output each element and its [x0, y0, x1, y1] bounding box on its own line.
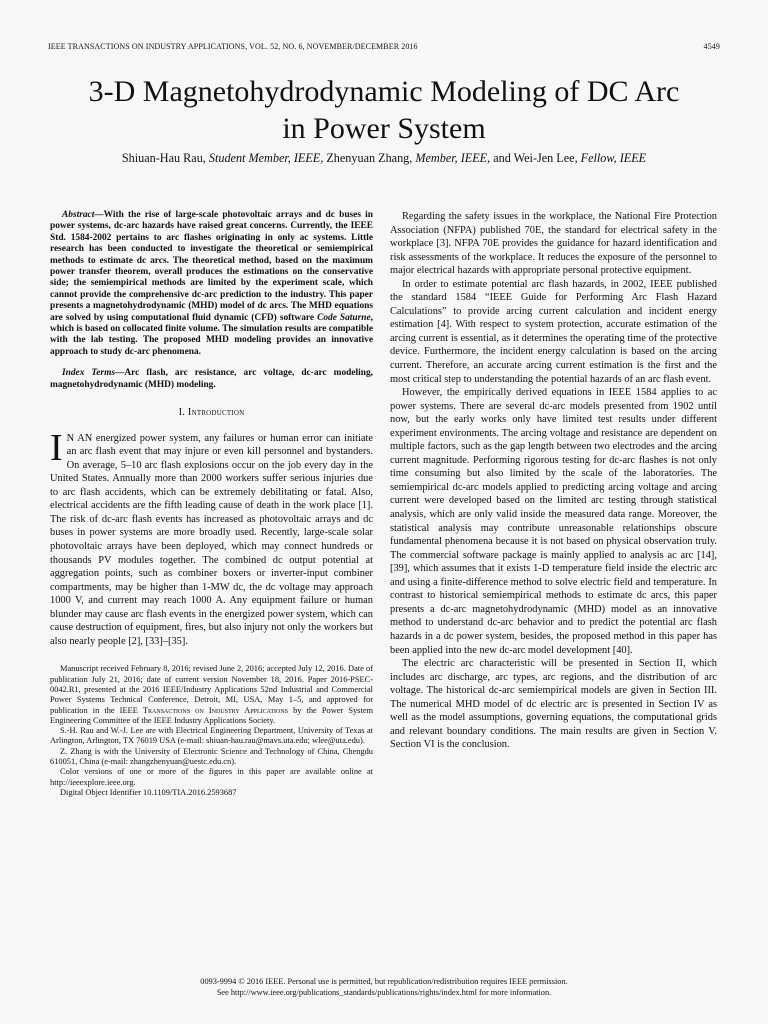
abstract-software: Code Saturne [317, 312, 371, 323]
author-2-name: Zhenyuan Zhang, [326, 151, 413, 165]
index-terms [50, 368, 373, 391]
author-3-name: and Wei-Jen Lee, [493, 151, 578, 165]
section-heading-introduction [50, 406, 373, 420]
journal-name: IEEE TRANSACTIONS ON INDUSTRY APPLICATIONS, VOL. 52, NO. 6, NOVEMBER/DECEMBER 2016 [48, 42, 418, 51]
right-column [390, 210, 717, 752]
author-1-name: Shiuan-Hau Rau, [121, 151, 206, 165]
author-list [40, 151, 728, 166]
running-head [48, 42, 720, 51]
author-3-role: Fellow, IEEE [580, 151, 647, 165]
footnote-journal: Transactions on Industry Applications [142, 705, 288, 715]
footnote-affiliation-2: Z. Zhang is with the University of Electronic Science and Technology of China, Chengdu 610051, China (e-mail: zhangzhenyuan@uestc.edu.cn). [50, 746, 373, 767]
intro-paragraph [50, 426, 373, 649]
footnote-manuscript-part2: by the Power System Engineering Committee of the IEEE Industry Applications Society. [50, 705, 374, 725]
drop-cap: I [50, 426, 63, 469]
footnote-manuscript-part1: Manuscript received February 8, 2016; revised June 2, 2016; accepted July 12, 2016. Date of publication July 21, 2016; date of current version November 18, 2016. Paper 2016-PSEC-0042.R1, presented at the 2016 IEEE/Industry Applications 52nd Industrial and Commercial Power Systems Technical Conference, Detroit, MI, USA, May 1–5, and approved for publication in the IEEE [50, 664, 373, 715]
title-line-1: 3-D Magnetohydrodynamic Modeling of DC Arc [88, 75, 680, 108]
index-terms-text: Arc flash, arc resistance, arc voltage, dc-arc modeling, magnetohydrodynamic (MHD) modeling. [50, 368, 373, 390]
abstract-text-1: With the rise of large-scale photovoltaic arrays and dc buses in power systems, dc-arc hazards have raised great concerns. Currently, the IEEE Std. 1584-2002 pertains to arc flashes originating in only ac systems. Little research has been conducted to investigate the theoretical or semiempirical methods to estimate dc arcs. The theoretical method, based on the maximum power transfer theorem, overall produces the estimations on the conservative side; the semiempirical methods are limited by the experiment scale, which cannot provide the comprehensive dc-arc prediction to the industry. This paper presents a magnetohydrodynamic (MHD) model of dc arcs. The MHD equations are solved by using computational fluid dynamic (CFD) software [50, 210, 373, 323]
author-2-role: Member, IEEE, [415, 151, 491, 165]
body-paragraph-ieee1584: In order to estimate potential arc flash hazards, in 2002, IEEE published the standard 1584 “IEEE Guide for Performing Arc Flash Hazard Calculations” to provide arcing current calculation and incident energy estimation [4]. With respect to system protection, accurate estimation of the arcing current is essential, as it determines the operating time of the protective device. Furthermore, the incident energy calculation is based on the arcing current. Therefore, an accurate arcing current estimation is the first and the most critical step to understanding the potential hazards of an arc flash event. [390, 278, 717, 385]
page-number: 4549 [703, 42, 720, 51]
author-1-role: Student Member, IEEE, [208, 151, 324, 165]
paper-title [40, 73, 728, 147]
footnote-affiliation-1: S.-H. Rau and W.-J. Lee are with Electrical Engineering Department, University of Texas at Arlington, Arlington, TX 76019 USA (e-mail: shiuan-hau.rau@mavs.uta.edu; wlee@uta.edu). [50, 726, 373, 746]
section-number: I. [178, 407, 186, 419]
abstract-lead: Abstract— [62, 210, 104, 220]
footnote-manuscript [50, 664, 373, 726]
first-page-footnote [50, 664, 373, 798]
body-paragraph-nfpa: Regarding the safety issues in the workplace, the National Fire Protection Association (NFPA) published 70E, the standard for electrical safety in the workplace [3]. NFPA 70E provides the guidance for hazard identification and risk assessments of the workplace. It reduces the exposure of the personnel to major electrical hazards with appropriate personal protective equipment. [390, 211, 717, 277]
body-paragraph-dc-arc-models: However, the empirically derived equations in IEEE 1584 applies to ac power systems. There are several dc-arc models presented from 1902 until now, but the early works only have limited test results under different experiment environments. The arcing voltage and resistance are dependent on multiple factors, such as the gap length between two electrodes and the arcing current magnitude. Performing rigorous testing for dc-arc flashes is not only time consuming but also limited by the scale of the laboratories. The semiempirical dc-arc models applied to predicting arcing voltage and arcing current were developed based on the limited arc testing through statistical analysis, which are only valid inside the measured data range. Moreover, the statistical analysis may contribute unreasonable relationships obscure fundamental phenomena because it is not based on physical observation truly. The commercial software package is mainly applied to analysis ac arc [14], [39], which assumes that it exists 1-D temperature field inside the electric arc and using a finite-difference method to solve electric field and temperature. In contrast to historical semiempirical methods to estimate dc arcs, this paper presents a dc-arc magnetohydrodynamic (MHD) model as an innovative method to understand dc-arc behavior and to predict the potential arc flash hazards in a dc power system, besides, the proposed method in this paper has been applied into the new dc-arc model development [40]. [390, 387, 717, 656]
abstract-text-2: , which is based on collocated finite volume. The simulation results are compatible with the lab testing. The proposed MHD modeling provides an innovative approach to study dc-arc phenomena. [50, 312, 373, 357]
index-terms-lead: Index Terms— [62, 368, 125, 379]
left-column [50, 210, 373, 798]
copyright-footer [40, 976, 728, 998]
title-line-2: in Power System [282, 112, 486, 145]
intro-text: N AN energized power system, any failures or human error can initiate an arc flash event that may injure or even kill personnel and bystanders. On average, 5–10 arc flash explosions occur on the job every day in the United States. Annually more than 2000 workers suffer serious injuries due to arc flash accidents, which can be extremely debilitating or fatal. Also, electrical accidents are the fifth leading cause of death in the work place [1]. The risk of dc-arc flash events has increased as photovoltaic arrays and dc buses in power systems are more broadly used. Recently, large-scale solar photovoltaic arrays have been deployed, which may connect hundreds or thousands PV modules together. The combined dc output potential at aggregation points, such as combiner boxers or inverter-input combiner compartments, may be higher than 1-MW dc, the dc voltage may approach 1000 V, and current may reach 1000 A. Any equipment failure or human blunder may cause arc flash events in the energized power system, which can cause destruction of equipment, fires, but also injury not only the workers but also nearly people [2], [33]–[35]. [50, 432, 373, 647]
abstract [50, 210, 373, 358]
copyright-line: 0093-9994 © 2016 IEEE. Personal use is permitted, but republication/redistribution requires IEEE permission. [200, 977, 568, 986]
footnote-color-versions: Color versions of one or more of the figures in this paper are available online at http://ieeexplore.ieee.org. [50, 767, 373, 787]
rights-url-line: See http://www.ieee.org/publications_standards/publications/rights/index.html for more information. [216, 988, 552, 997]
footnote-doi: Digital Object Identifier 10.1109/TIA.2016.2593687 [60, 787, 237, 797]
body-paragraph-outline: The electric arc characteristic will be presented in Section II, which includes arc discharge, arc types, arc regions, and the distribution of arc voltage. The historical dc-arc semiempirical models are given in Section III. The numerical MHD model of dc electric arc is presented in Section IV as well as the model assumptions, governing equations, the computational grids and relevant boundary conditions. The main results are given in Section V. Section VI is the conclusion. [390, 658, 717, 751]
section-title: Introduction [187, 407, 245, 419]
